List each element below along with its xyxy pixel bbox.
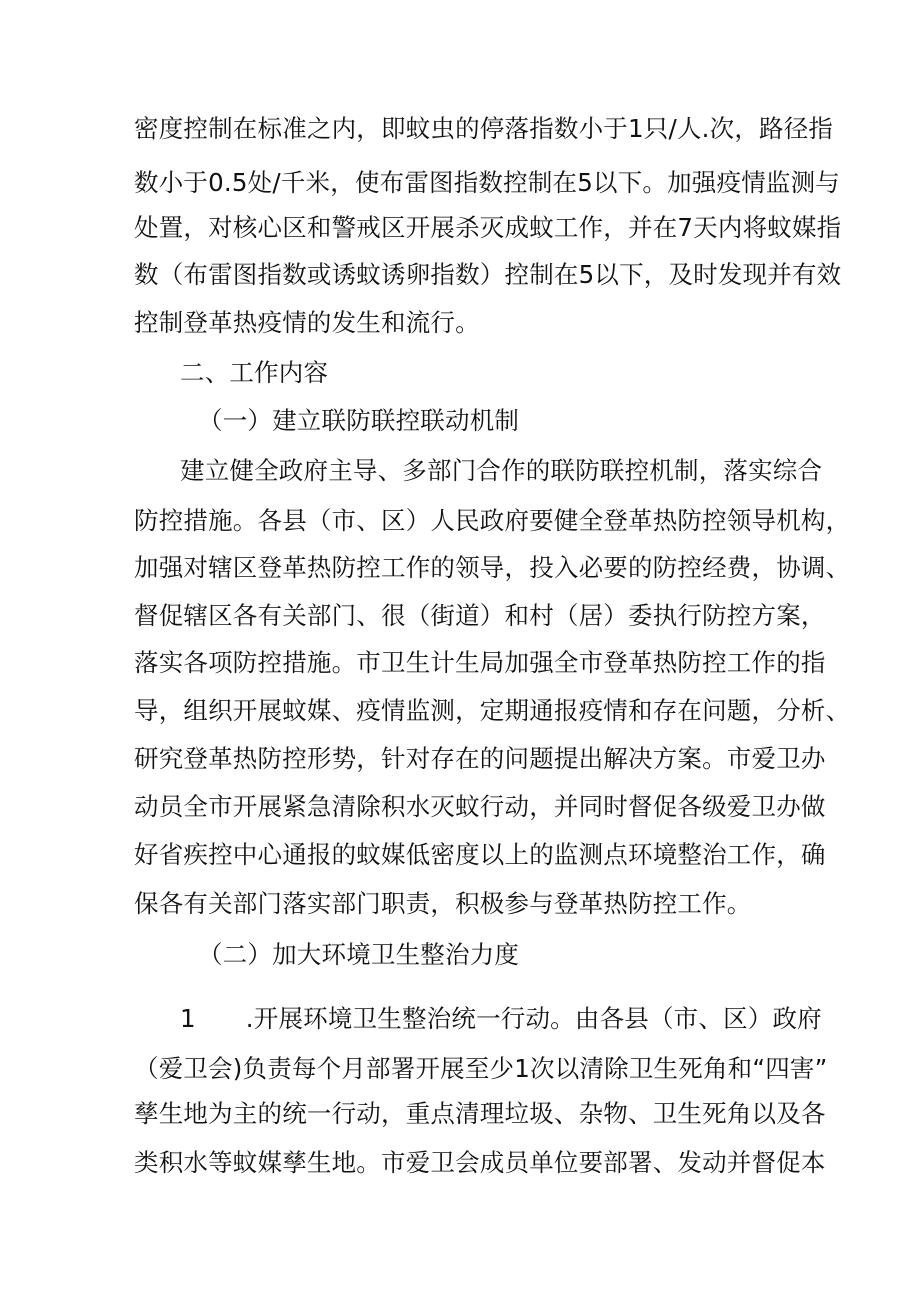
paragraph-line: 督促辖区各有关部门、很（街道）和村（居）委执行防控方案， — [134, 601, 826, 630]
paragraph-line: （爱卫会)负责每个月部署开展至少1次以清除卫生死角和“四害” — [134, 1054, 828, 1083]
paragraph-line: 控制登革热疫情的发生和流行。 — [134, 308, 480, 337]
paragraph-line: 防控措施。各县（市、区）人民政府要健全登革热防控领导机构， — [134, 506, 851, 535]
paragraph-line: 数小于0.5处/千米，使布雷图指数控制在5以下。加强疫情监测与 — [134, 168, 841, 197]
paragraph-line: 数（布雷图指数或诱蚊诱卵指数）控制在5以下，及时发现并有效 — [134, 260, 842, 289]
paragraph-line: 类积水等蚊媒孳生地。市爱卫会成员单位要部署、发动并督促本 — [134, 1148, 826, 1177]
paragraph-line: 研究登革热防控形势，针对存在的问题提出解决方案。市爱卫办 — [134, 744, 826, 773]
numbered-item-line — [180, 1002, 822, 1036]
paragraph-line: 密度控制在标准之内，即蚊虫的停落指数小于1只/人.次，路径指 — [134, 114, 834, 143]
paragraph-line: 好省疾控中心通报的蚊媒低密度以上的监测点环境整治工作，确 — [134, 840, 826, 869]
item-text: .开展环境卫生整治统一行动。由各县（市、区）政府 — [245, 1004, 822, 1033]
paragraph-line: 建立健全政府主导、多部门合作的联防联控机制，落实综合 — [180, 456, 823, 485]
paragraph-line: 处置，对核心区和警戒区开展杀灭成蚊工作，并在7天内将蚊媒指 — [134, 213, 842, 242]
subsection-heading: （二）加大环境卫生整治力度 — [198, 940, 520, 969]
subsection-heading: （一）建立联防联控联动机制 — [198, 406, 520, 435]
paragraph-line: 加强对辖区登革热防控工作的领导，投入必要的防控经费，协调、 — [134, 553, 851, 582]
paragraph-line: 动员全市开展紧急清除积水灭蚊行动，并同时督促各级爱卫办做 — [134, 792, 826, 821]
paragraph-line: 导，组织开展蚊媒、疫情监测，定期通报疫情和存在问题，分析、 — [134, 696, 851, 725]
paragraph-line: 孳生地为主的统一行动，重点清理垃圾、杂物、卫生死角以及各 — [134, 1099, 826, 1128]
paragraph-line: 落实各项防控措施。市卫生计生局加强全市登革热防控工作的指 — [134, 648, 826, 677]
item-number: 1 — [180, 1004, 196, 1033]
section-heading: 二、工作内容 — [180, 358, 329, 387]
paragraph-line: 保各有关部门落实部门职责，积极参与登革热防控工作。 — [134, 889, 752, 918]
